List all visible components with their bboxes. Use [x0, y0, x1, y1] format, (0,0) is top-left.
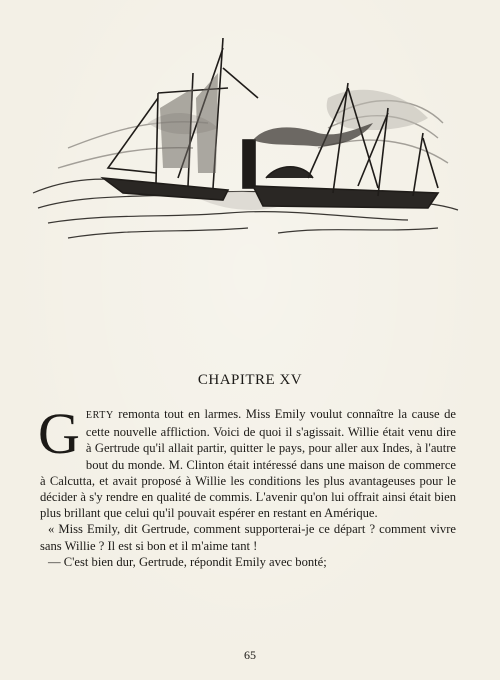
paragraph-2: « Miss Emily, dit Gertrude, comment supporterai-je ce départ ? comment vivre sans Willie ? Il est si bon et il m'aime tant ! [40, 522, 456, 553]
ship-illustration-icon [28, 28, 468, 253]
paragraph-1 [38, 401, 456, 521]
paragraph-1-text: remonta tout en larmes. Miss Emily voulut connaître la cause de cette nouvelle affliction. Voici de quoi il s'agissait. Willie était venu dire à Gertrude qu'il allait partir, quitter le pays, pour aller aux Indes, à l'autre bout du monde. M. Clinton était intéressé dans une maison de commerce à Calcutta, et avait proposé à Willie les conditions les plus avantageuses pour le décider à s'y rendre en qualité de commis. L'avenir qu'on lui offrait ainsi était bien plus brillant que celui qu'il pouvait espérer en restant en Amérique. [40, 407, 456, 521]
paragraph-lead: ERTY [85, 410, 114, 421]
page-number: 65 [244, 648, 256, 662]
drop-cap: G [38, 401, 80, 466]
chapter-title: CHAPITRE XV [197, 372, 303, 388]
paragraph-3: — C'est bien dur, Gertrude, répondit Emily avec bonté; [48, 554, 327, 569]
chapter-body [38, 401, 456, 570]
